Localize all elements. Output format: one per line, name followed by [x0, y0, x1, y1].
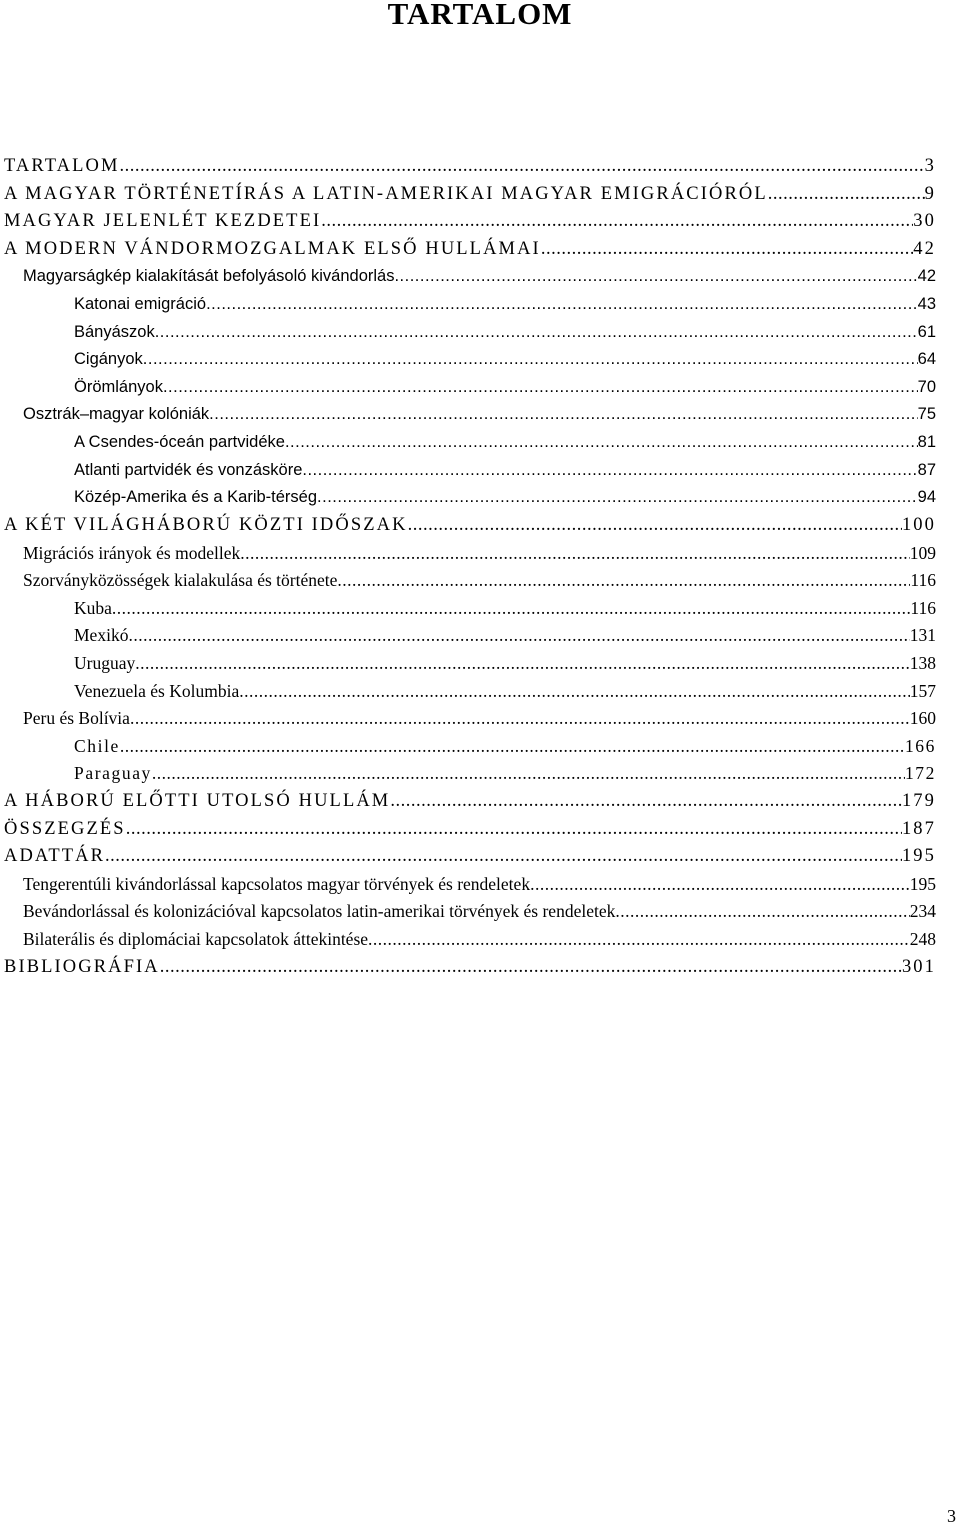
- dot-leader: [130, 705, 910, 733]
- toc-entry-page: 61: [917, 322, 936, 341]
- toc-entry[interactable]: [4, 954, 936, 982]
- toc-entry-page: 195: [909, 873, 936, 894]
- toc-entry[interactable]: [4, 263, 936, 291]
- toc-entry[interactable]: [4, 429, 936, 457]
- toc-entry-title: Paraguay: [74, 763, 152, 784]
- page-title: TARTALOM: [387, 0, 573, 31]
- dot-leader: [240, 540, 910, 568]
- toc-entry[interactable]: [4, 816, 936, 844]
- toc-entry-title: A KÉT VILÁGHÁBORÚ KÖZTI IDŐSZAK: [4, 514, 408, 535]
- dot-leader: [143, 346, 918, 374]
- toc-entry-title: Örömlányok: [74, 377, 163, 396]
- toc-entry-page: 64: [917, 350, 936, 369]
- page-number: 3: [947, 1506, 956, 1526]
- toc-entry-page: 131: [909, 625, 936, 646]
- toc-entry-page: 42: [913, 238, 936, 259]
- toc-entry[interactable]: [4, 319, 936, 347]
- toc-entry-title: BIBLIOGRÁFIA: [4, 956, 160, 977]
- toc-entry-page: 138: [909, 652, 936, 673]
- toc-entry[interactable]: [4, 843, 936, 871]
- dot-leader: [337, 567, 910, 595]
- toc-entry[interactable]: [4, 540, 936, 568]
- dot-leader: [209, 401, 917, 429]
- toc-entry[interactable]: [4, 236, 936, 264]
- toc-entry[interactable]: [4, 374, 936, 402]
- toc-entry-page: 166: [904, 735, 936, 756]
- dot-leader: [160, 954, 902, 982]
- dot-leader: [541, 236, 913, 264]
- dot-leader: [321, 208, 913, 236]
- toc-entry-title: Venezuela és Kolumbia: [74, 680, 240, 701]
- toc-entry-title: Osztrák–magyar kolóniák: [23, 405, 210, 424]
- toc-entry-page: 116: [910, 597, 936, 618]
- toc-entry-page: 70: [917, 377, 936, 396]
- toc-entry[interactable]: [4, 705, 936, 733]
- dot-leader: [120, 733, 905, 761]
- toc-entry-page: 109: [909, 542, 936, 563]
- toc-entry-page: 94: [917, 488, 936, 507]
- toc-entry-title: Cigányok: [74, 350, 143, 369]
- dot-leader: [239, 678, 910, 706]
- dot-leader: [126, 816, 902, 844]
- toc-entry-page: 234: [909, 901, 936, 922]
- dot-leader: [206, 291, 918, 319]
- dot-leader: [163, 374, 918, 402]
- toc-entry-page: 157: [909, 680, 936, 701]
- toc-entry[interactable]: [4, 788, 936, 816]
- toc-entry[interactable]: [4, 926, 936, 954]
- toc-entry-title: Mexikó: [74, 625, 129, 646]
- dot-leader: [390, 788, 902, 816]
- toc-entry[interactable]: [4, 650, 936, 678]
- toc-entry-page: 195: [901, 846, 936, 867]
- toc-entry-title: A MODERN VÁNDORMOZGALMAK ELSŐ HULLÁMAI: [4, 238, 541, 259]
- toc-entry-page: 30: [913, 211, 936, 232]
- toc-entry-title: Atlanti partvidék és vonzásköre: [74, 460, 303, 479]
- toc-entry-title: TARTALOM: [4, 156, 120, 176]
- dot-leader: [128, 622, 909, 650]
- toc-entry[interactable]: [4, 208, 936, 236]
- toc-entry-page: 42: [917, 267, 936, 286]
- dot-leader: [105, 843, 902, 871]
- toc-entry-page: 172: [904, 763, 936, 784]
- toc-entry-title: Chile: [74, 735, 120, 756]
- toc-entry-page: 301: [901, 956, 936, 977]
- toc-entry-title: Bevándorlással és kolonizációval kapcsolatos latin-amerikai törvények és rendeletek: [23, 901, 616, 922]
- toc-entry-page: 9: [924, 183, 936, 204]
- dot-leader: [112, 595, 910, 623]
- toc-entry-page: 187: [901, 818, 936, 839]
- toc-entry-page: 43: [917, 295, 936, 314]
- toc-entry[interactable]: [4, 898, 936, 926]
- toc-entry[interactable]: [4, 678, 936, 706]
- toc-entry-title: Bilaterális és diplomáciai kapcsolatok áttekintése: [23, 929, 369, 950]
- toc-entry-page: 179: [901, 791, 936, 812]
- dot-leader: [317, 484, 918, 512]
- dot-leader: [408, 512, 902, 540]
- toc-entry-title: Peru és Bolívia: [23, 708, 130, 729]
- toc-entry[interactable]: [4, 401, 936, 429]
- toc-entry[interactable]: [4, 346, 936, 374]
- dot-leader: [120, 153, 925, 181]
- dot-leader: [152, 760, 905, 788]
- dot-leader: [615, 898, 909, 926]
- toc-entry-title: A Csendes-óceán partvidéke: [74, 433, 285, 452]
- toc-entry-title: Uruguay: [74, 652, 136, 673]
- dot-leader: [530, 871, 910, 899]
- toc-entry-title: ÖSSZEGZÉS: [4, 818, 126, 839]
- toc-entry-page: 248: [909, 929, 936, 950]
- dot-leader: [394, 263, 917, 291]
- toc-entry-title: Magyarságkép kialakítását befolyásoló kivándorlás: [23, 267, 395, 286]
- toc-entry-title: A MAGYAR TÖRTÉNETÍRÁS A LATIN-AMERIKAI MAGYAR EMIGRÁCIÓRÓL: [4, 183, 768, 204]
- toc-entry[interactable]: [4, 181, 936, 209]
- toc-entry-title: A HÁBORÚ ELŐTTI UTOLSÓ HULLÁM: [4, 791, 391, 812]
- toc-entry-title: Bányászok: [74, 322, 155, 341]
- toc-entry-title: Migrációs irányok és modellek: [23, 542, 241, 563]
- table-of-contents: [4, 153, 936, 981]
- toc-entry-title: Közép-Amerika és a Karib-térség: [74, 488, 318, 507]
- toc-entry-title: ADATTÁR: [4, 846, 106, 867]
- dot-leader: [285, 429, 918, 457]
- toc-entry[interactable]: [4, 733, 936, 761]
- toc-entry[interactable]: [4, 153, 936, 181]
- toc-entry[interactable]: [4, 871, 936, 899]
- toc-entry-page: 81: [917, 433, 936, 452]
- toc-entry-page: 87: [917, 460, 936, 479]
- toc-entry-page: 160: [909, 708, 936, 729]
- toc-entry-page: 116: [910, 570, 936, 591]
- toc-entry-page: 75: [917, 405, 936, 424]
- toc-entry-page: 3: [924, 156, 936, 176]
- toc-entry-title: MAGYAR JELENLÉT KEZDETEI: [4, 211, 322, 232]
- dot-leader: [768, 181, 925, 209]
- toc-entry[interactable]: [4, 622, 936, 650]
- toc-entry-title: Kuba: [74, 597, 112, 618]
- toc-entry[interactable]: [4, 760, 936, 788]
- toc-entry[interactable]: [4, 291, 936, 319]
- toc-entry[interactable]: [4, 567, 936, 595]
- dot-leader: [135, 650, 910, 678]
- toc-entry[interactable]: [4, 512, 936, 540]
- dot-leader: [302, 457, 917, 485]
- toc-entry[interactable]: [4, 457, 936, 485]
- toc-entry[interactable]: [4, 484, 936, 512]
- toc-entry[interactable]: [4, 595, 936, 623]
- dot-leader: [368, 926, 910, 954]
- toc-entry-title: Tengerentúli kivándorlással kapcsolatos magyar törvények és rendeletek: [23, 873, 531, 894]
- toc-entry-title: Szorványközösségek kialakulása és története: [23, 570, 338, 591]
- dot-leader: [155, 319, 918, 347]
- toc-entry-title: Katonai emigráció: [74, 295, 207, 314]
- toc-entry-page: 100: [901, 514, 936, 535]
